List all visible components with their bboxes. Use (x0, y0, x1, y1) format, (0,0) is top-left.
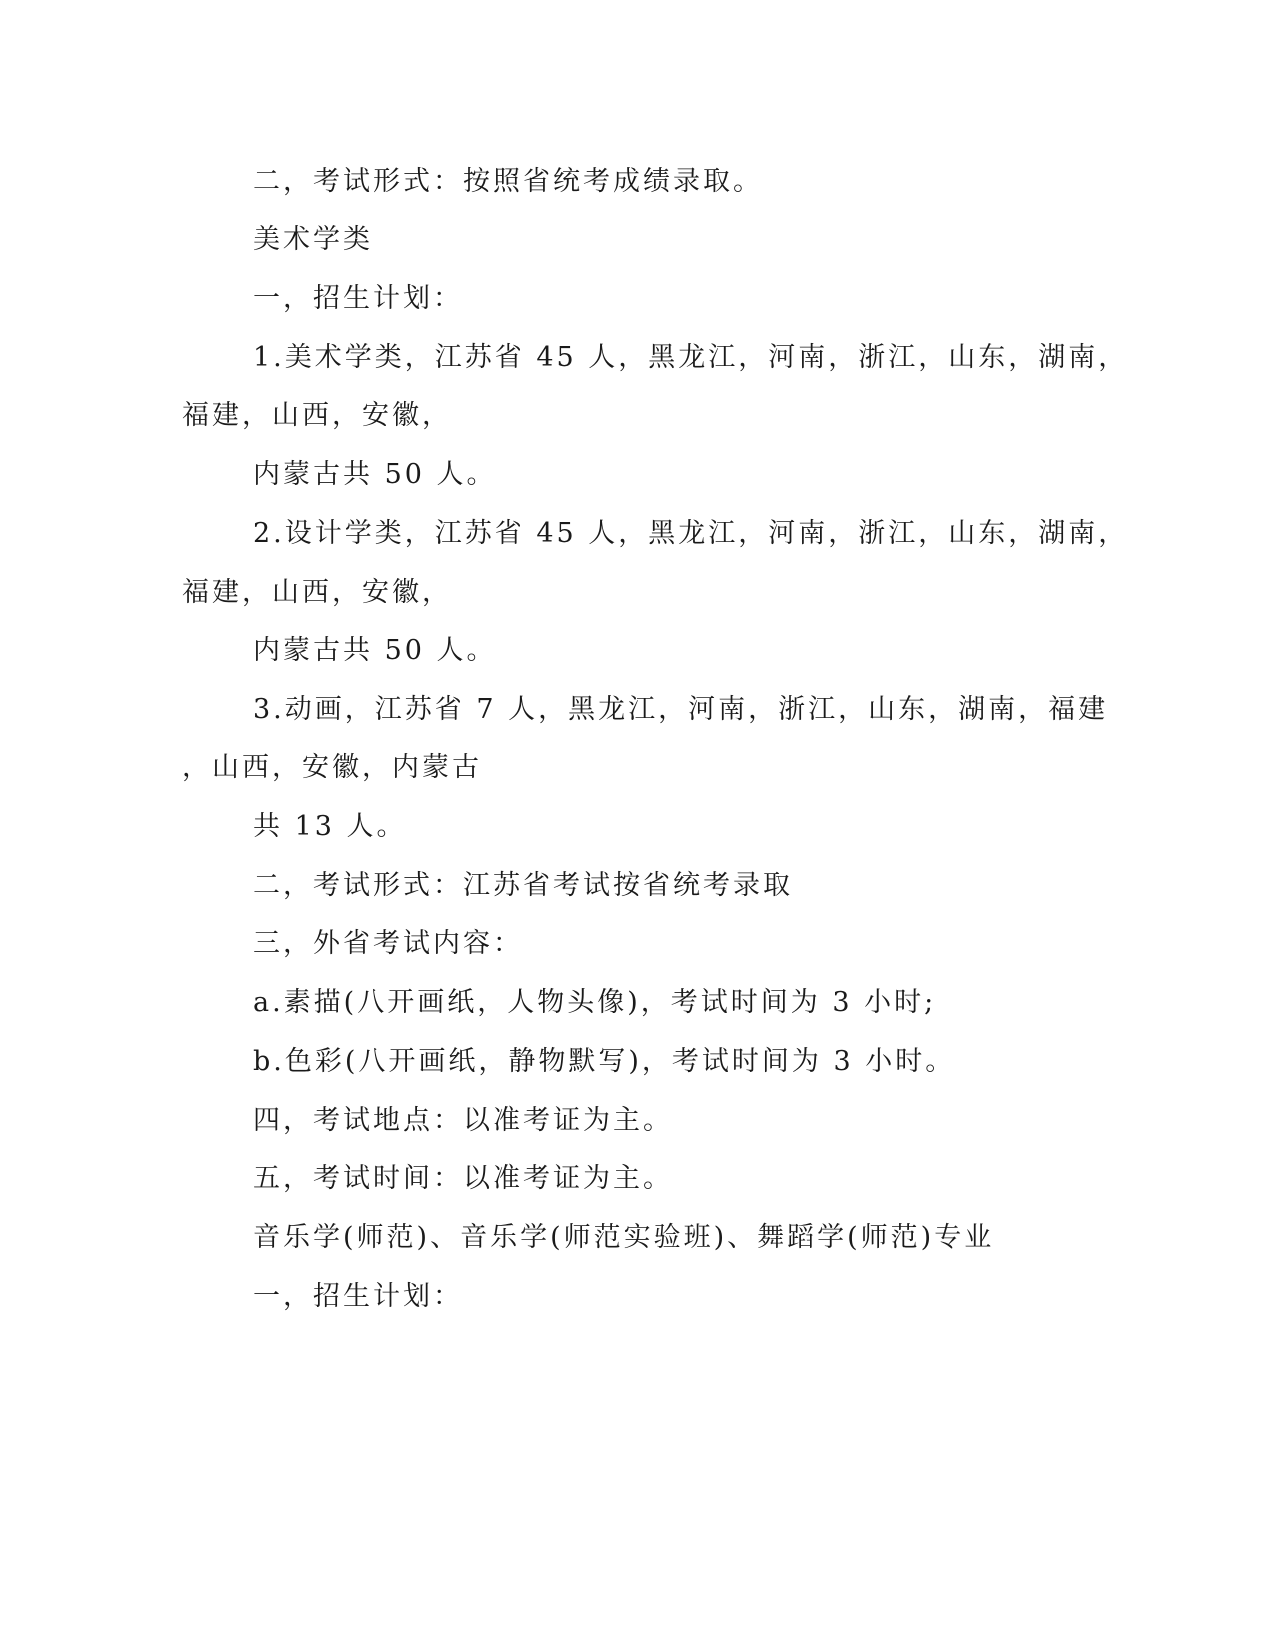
paragraph-item-3-line-1: 3.动画，江苏省 7 人，黑龙江，河南，浙江，山东，湖南，福建 (253, 694, 1109, 725)
paragraph-exam-format-2: 二，考试形式：江苏省考试按省统考录取 (253, 870, 793, 901)
paragraph-enrollment-plan: 一，招生计划： (253, 283, 463, 314)
paragraph-item-1-line-2: 福建，山西，安徽， (182, 400, 452, 431)
paragraph-sketch: a.素描(八开画纸，人物头像)，考试时间为 3 小时; (253, 987, 937, 1018)
paragraph-exam-time: 五，考试时间：以准考证为主。 (253, 1163, 673, 1194)
paragraph-item-2-line-2: 福建，山西，安徽， (182, 577, 452, 608)
paragraph-item-1-line-3: 内蒙古共 50 人。 (253, 459, 497, 490)
section-heading-music-dance: 音乐学(师范)、音乐学(师范实验班)、舞蹈学(师范)专业 (253, 1222, 995, 1253)
paragraph-item-2-line-1: 2.设计学类，江苏省 45 人，黑龙江，河南，浙江，山东，湖南， (253, 518, 1129, 549)
paragraph-exam-location: 四，考试地点：以准考证为主。 (253, 1105, 673, 1136)
paragraph-item-3-line-2: ，山西，安徽，内蒙古 (182, 752, 482, 783)
paragraph-exam-content: 三，外省考试内容： (253, 928, 523, 959)
section-heading-fine-arts: 美术学类 (253, 224, 373, 255)
paragraph-enrollment-plan-2: 一，招生计划： (253, 1281, 463, 1312)
paragraph-exam-format: 二，考试形式：按照省统考成绩录取。 (253, 166, 763, 197)
paragraph-item-1-line-1: 1.美术学类，江苏省 45 人，黑龙江，河南，浙江，山东，湖南， (253, 342, 1129, 373)
paragraph-color: b.色彩(八开画纸，静物默写)，考试时间为 3 小时。 (253, 1046, 956, 1077)
paragraph-item-3-line-3: 共 13 人。 (253, 811, 407, 842)
paragraph-item-2-line-3: 内蒙古共 50 人。 (253, 635, 497, 666)
